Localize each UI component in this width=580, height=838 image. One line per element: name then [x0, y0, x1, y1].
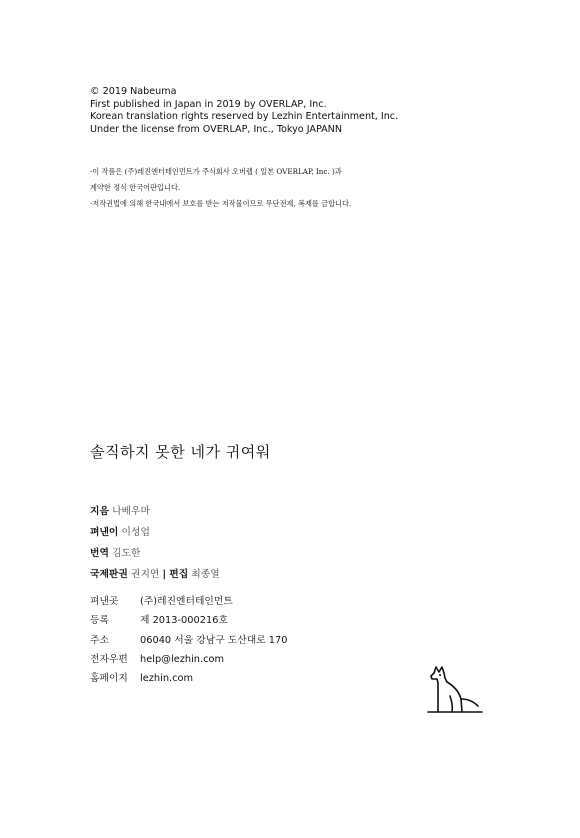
notice-line: ·이 작품은 (주)레진엔터테인먼트가 주식회사 오버랩 ( 일본 OVERLAP, Inc. )과: [90, 167, 342, 176]
dog-logo-icon: [426, 666, 484, 716]
publisher-value: help@lezhin.com: [140, 653, 225, 665]
credit-label: 국제판권: [90, 569, 128, 580]
publisher-row: [90, 611, 288, 630]
copyright-line: Under the license from OVERLAP, Inc., Tokyo JAPANN: [90, 123, 343, 135]
book-title: 솔직하지 못한 네가 귀여워: [90, 443, 271, 461]
copyright-line: © 2019 Nabeuma: [90, 86, 177, 97]
credits-block: [90, 501, 220, 585]
publisher-row: [90, 669, 288, 688]
publisher-value: 제 2013-000216호: [140, 615, 228, 627]
credit-value: 이성업: [121, 527, 150, 538]
credit-value: 김도한: [112, 548, 141, 559]
credit-translator: [90, 543, 220, 564]
notice-line: ·저작권법에 의해 한국내에서 보호를 받는 저작물이므로 무단전제, 복제를 금합니다.: [90, 199, 352, 208]
publisher-label: 전자우편: [90, 653, 128, 665]
credit-label: 편집: [169, 569, 189, 580]
credit-author: [90, 501, 220, 522]
publisher-info: [90, 592, 288, 688]
publisher-label: 주소: [90, 634, 109, 646]
credit-value: 나베우마: [112, 506, 150, 517]
publisher-row: [90, 592, 288, 611]
copyright-block: [90, 86, 398, 136]
credit-label: 번역: [90, 548, 109, 559]
credit-publisher-person: [90, 522, 220, 543]
credit-label: 지음: [90, 506, 109, 517]
legal-notice: [90, 164, 351, 212]
credit-value: 권지연: [130, 569, 160, 580]
publisher-label: 등록: [90, 615, 109, 627]
publisher-row: [90, 631, 288, 650]
credit-rights-editor: [90, 564, 220, 585]
copyright-line: First published in Japan in 2019 by OVERLAP, Inc.: [90, 98, 327, 110]
publisher-value: (주)레진엔터테인먼트: [140, 596, 233, 607]
publisher-row: [90, 650, 288, 669]
credit-label: 펴낸이: [90, 527, 119, 538]
credit-value: 최종열: [191, 569, 220, 580]
separator: |: [162, 569, 167, 580]
copyright-line: Korean translation rights reserved by Lezhin Entertainment, Inc.: [90, 111, 399, 123]
publisher-value: 06040 서울 강남구 도산대로 170: [140, 634, 288, 646]
publisher-label: 홈페이지: [90, 673, 128, 685]
publisher-value: lezhin.com: [140, 673, 194, 685]
publisher-label: 펴낸곳: [90, 596, 119, 607]
notice-line: 계약한 정식 한국어판입니다.: [90, 183, 181, 192]
